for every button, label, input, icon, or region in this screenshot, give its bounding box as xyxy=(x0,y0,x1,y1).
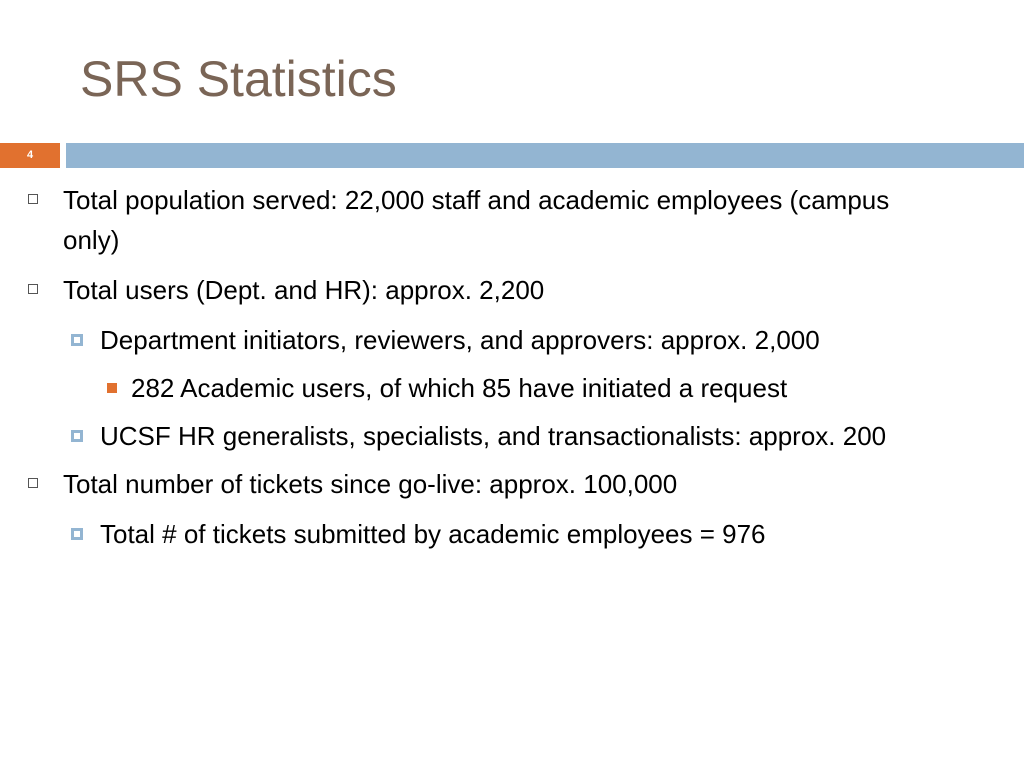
bullet-text: Total population served: 22,000 staff and academic employees (campus only) xyxy=(63,185,890,255)
bullet-item-total-tickets xyxy=(0,464,943,504)
bullet-item-department-users xyxy=(0,320,960,360)
bullet-item-academic-tickets xyxy=(0,514,960,554)
hollow-square-bullet-icon xyxy=(28,478,38,488)
bullet-text: UCSF HR generalists, specialists, and transactionalists: approx. 200 xyxy=(100,421,887,451)
bullet-text: Total number of tickets since go-live: approx. 100,000 xyxy=(63,469,678,499)
slide-number: 4 xyxy=(26,149,34,161)
framed-square-bullet-icon xyxy=(71,334,83,346)
slide-title: SRS Statistics xyxy=(80,51,397,107)
bullet-item-hr-users xyxy=(0,416,960,456)
filled-square-bullet-icon xyxy=(107,383,117,393)
framed-square-bullet-icon xyxy=(71,528,83,540)
hollow-square-bullet-icon xyxy=(28,284,38,294)
framed-square-bullet-icon xyxy=(71,430,83,442)
bullet-list xyxy=(0,180,1024,562)
bullet-text: 282 Academic users, of which 85 have initiated a request xyxy=(131,373,788,403)
bullet-text: Total # of tickets submitted by academic employees = 976 xyxy=(100,519,766,549)
bullet-item-population xyxy=(0,180,943,260)
hollow-square-bullet-icon xyxy=(28,194,38,204)
bullet-text: Department initiators, reviewers, and approvers: approx. 2,000 xyxy=(100,325,820,355)
header-accent-band xyxy=(66,143,1024,168)
bullet-item-total-users xyxy=(0,270,943,310)
bullet-item-academic-users xyxy=(0,368,961,408)
bullet-text: Total users (Dept. and HR): approx. 2,200 xyxy=(63,275,545,305)
